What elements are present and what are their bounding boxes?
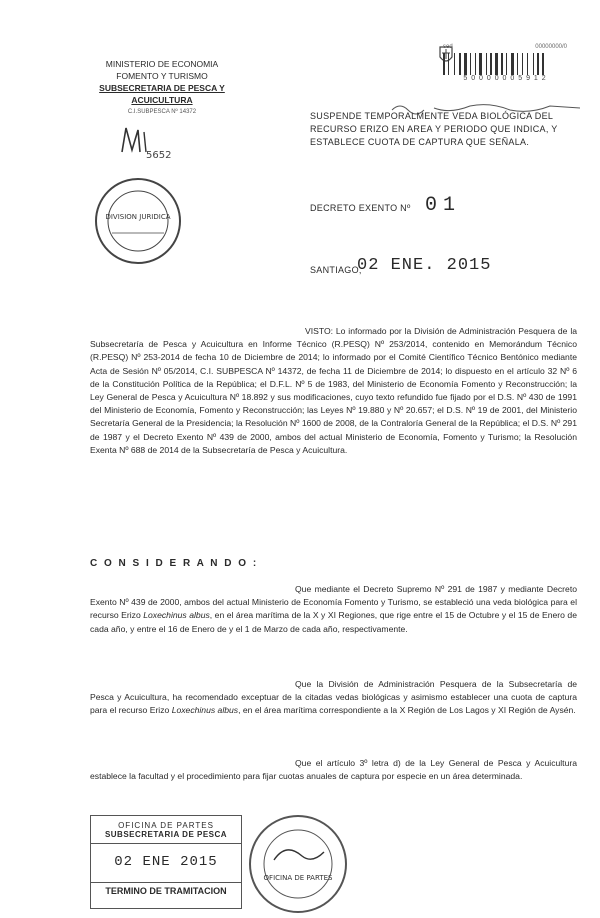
round-stamp-text: DIVISION JURIDICA — [105, 213, 171, 221]
barcode-bars — [443, 53, 567, 75]
oval-stamp-label: OFICINA DE PARTES — [263, 874, 333, 882]
barcode-bar — [472, 53, 474, 75]
barcode-bar — [495, 53, 498, 75]
oval-seal-stamp — [246, 812, 351, 917]
stamp-office-line-1: OFICINA DE PARTES — [118, 821, 214, 830]
barcode-bar — [545, 53, 546, 75]
barcode-bar — [517, 53, 518, 75]
ministry-line-3: SUBSECRETARIA DE PESCA Y ACUICULTURA — [99, 83, 225, 105]
visto-lead: VISTO: — [305, 326, 334, 336]
barcode-label-left: sed — [443, 44, 453, 50]
barcode-digits: 5 0 0 0 0 0 0 5 9 1 2 — [463, 75, 547, 82]
barcode-label-right: 00000000/0 — [535, 44, 567, 50]
ministry-line-1: MINISTERIO DE ECONOMIA — [105, 59, 219, 69]
division-juridica-stamp — [92, 175, 184, 267]
barcode-bar — [490, 53, 492, 75]
ministry-line-4: C.I.SUBPESCA Nº 14372 — [127, 109, 197, 115]
p2-species: Loxechinus albus — [171, 705, 239, 716]
barcode-bar — [506, 53, 507, 75]
oficina-partes-stamp — [90, 815, 242, 909]
barcode-bar — [522, 53, 523, 75]
barcode-bar — [456, 53, 458, 75]
barcode-bar — [540, 53, 541, 75]
ministry-line-2: FOMENTO Y TURISMO — [116, 71, 208, 81]
decree-label: DECRETO EXENTO Nº — [310, 203, 411, 213]
visto-text: Lo informado por la División de Administración Pesquera de la Subsecretaría de Pesca y Acuicultura en Informe Técnico (R.PESQ) Nº 253/2014, contenido en Memorándum Técnico (R.PESQ) Nº 253-2014 de fecha 10 de Diciembre de 2014; lo informado por el Comité Científico Técnico Bentónico mediante Acta de Sesión Nº 05/2014, C.I. SUBPESCA Nº 14372, de fecha 11 de Diciembre de 2014; lo dispuesto en el artículo 32 Nº 6 de la Constitución Política de la República; el D.F.L. Nº 5 de 1983, del Ministerio de Economía Fomento y Reconstrucción; la Ley General de Pesca y Acuicultura Nº 18.892 y sus modificaciones, cuyo texto refundido fue fijado por el D.S. Nº 430 de 1991 del Ministerio de Economía, Fomento y Reconstrucción; las Leyes Nº 19.880 y Nº 20.657; el D.S. Nº 19 de 2001, del Ministerio Secretaría General de la Presidencia; la Resolución Nº 1600 de 2008, de la Contraloría General de la República; el D.S. Nº 291 de 1987 y el Decreto Exento Nº 439 de 2000, ambos del actual Ministerio de Economía, Fomento y Turismo; la Resolución Exenta Nº 688 de 2014 de la Subsecretaría de Pesca y Acuicultura. — [90, 326, 578, 455]
barcode-bar — [537, 53, 539, 75]
decree-subject: SUSPENDE TEMPORALMENTE VEDA BIOLÓGICA DEL RECURSO ERIZO EN AREA Y PERIODO QUE INDICA, Y ESTABLECE CUOTA DE CAPTURA QUE SEÑALA. — [310, 111, 558, 147]
barcode-bar — [488, 53, 489, 75]
barcode-bar — [501, 53, 503, 75]
p1-text-b: , en el área marítima de la X y XI Regiones, que rige entre el 15 de Octubre y el 15 de Enero de cada año, y entre el 16 de Enero de y el 1 de Marzo de cada año, respectivamente. — [90, 610, 577, 634]
barcode-bar — [464, 53, 467, 75]
p1-text-a: Que mediante el Decreto Supremo Nº 291 de 1987 y mediante Decreto Exento Nº 439 de 2000, ambos del actual Ministerio de Economía Fomento y Turismo, se estableció una veda biológica para el recurso Erizo — [90, 584, 577, 621]
barcode-bar — [519, 53, 521, 75]
barcode-bar — [462, 53, 463, 75]
barcode-bar — [475, 53, 476, 75]
stamp-office-footer: TERMINO DE TRAMITACION — [91, 882, 241, 896]
considerando-paragraph-1 — [90, 583, 577, 636]
handwritten-number: 5652 — [146, 150, 172, 161]
barcode-bar — [524, 53, 526, 75]
considerando-paragraph-3 — [90, 757, 577, 783]
barcode-bar — [446, 53, 447, 75]
stamp-office-line-2: SUBSECRETARIA DE PESCA — [91, 830, 241, 844]
barcode-bar — [493, 53, 494, 75]
barcode-bar — [533, 53, 534, 75]
p2-text-a: Que la División de Administración Pesquera de la Subsecretaría de Pesca y Acuicultura, ha recomendado exceptuar de la citadas vedas biológicas y asimismo establecer una cuota de captura para el recurso Erizo — [90, 679, 577, 716]
handwritten-initials — [118, 122, 178, 162]
barcode-bar — [511, 53, 514, 75]
barcode-bar — [508, 53, 510, 75]
decree-city: SANTIAGO, — [310, 265, 362, 275]
barcode-bar — [483, 53, 485, 75]
p1-species: Loxechinus albus — [143, 610, 210, 621]
p2-text-b: , en el área marítima correspondiente a la X Región de Los Lagos y XI Región de Aysén. — [238, 705, 576, 716]
barcode-bar — [459, 53, 461, 75]
barcode-bar — [468, 53, 469, 75]
stamp-office-date: 02 ENE 2015 — [114, 854, 218, 870]
p3-text: Que el artículo 3º letra d) de la Ley General de Pesca y Acuicultura establece la facultad y el procedimiento para fijar cuotas anuales de captura por especie en un área determinada. — [90, 758, 577, 782]
barcode-bar — [527, 53, 528, 75]
barcode-bar — [450, 53, 453, 75]
barcode-bar — [448, 53, 449, 75]
barcode-bar — [454, 53, 455, 75]
barcode-bar — [529, 53, 532, 75]
barcode-bar — [486, 53, 487, 75]
barcode-bar — [470, 53, 471, 75]
decree-number: 01 — [425, 194, 462, 217]
ministry-header — [92, 58, 232, 118]
decree-date: 02 ENE. 2015 — [357, 256, 492, 275]
barcode-bar — [443, 53, 445, 75]
considerando-paragraph-2 — [90, 678, 577, 718]
visto-paragraph — [90, 325, 577, 457]
barcode-bar — [504, 53, 505, 75]
document-barcode — [443, 44, 567, 82]
barcode-bar — [535, 53, 536, 75]
barcode-bar — [477, 53, 478, 75]
considerando-heading: C O N S I D E R A N D O : — [90, 558, 259, 569]
barcode-bar — [499, 53, 500, 75]
barcode-bar — [515, 53, 516, 75]
barcode-bar — [542, 53, 544, 75]
barcode-bar — [479, 53, 482, 75]
